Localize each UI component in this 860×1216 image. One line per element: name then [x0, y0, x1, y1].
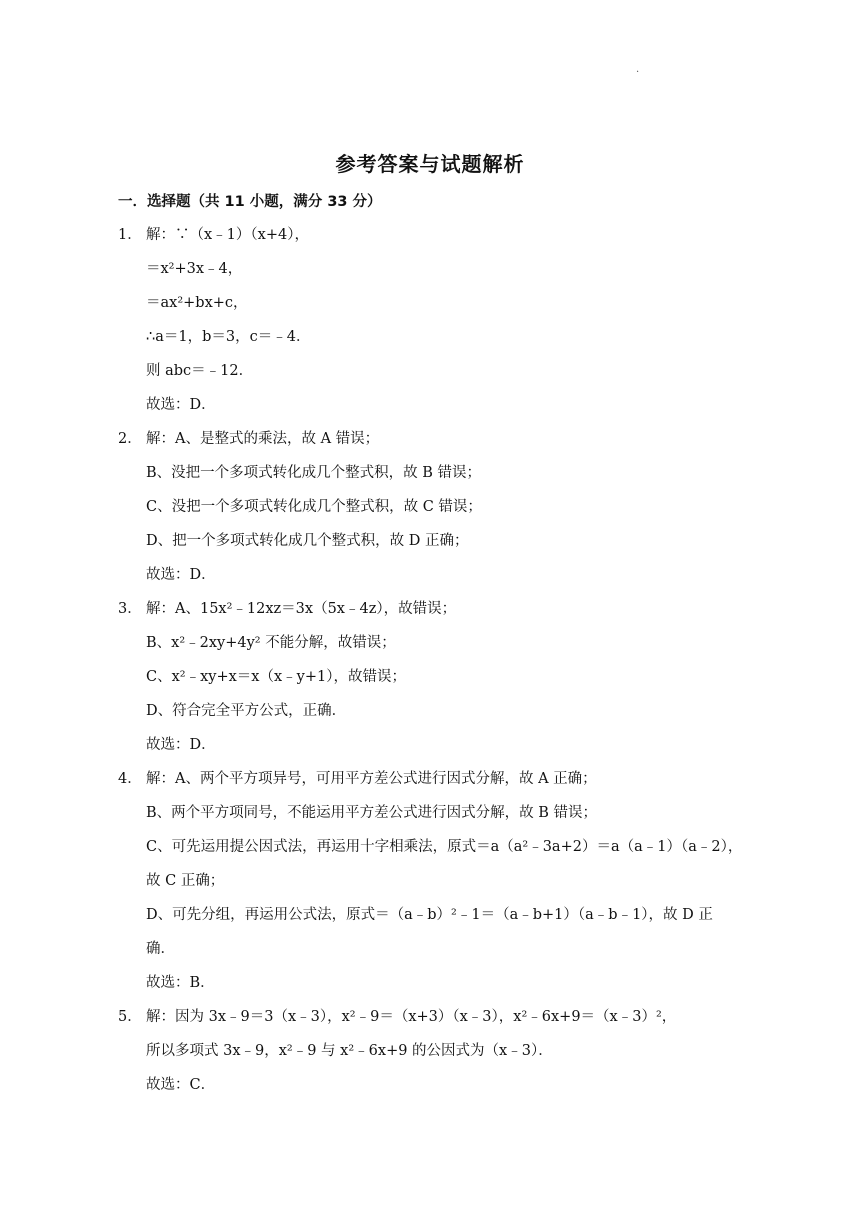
question-number: 3．: [118, 601, 142, 617]
solution-line: B、x²﹣2xy+4y² 不能分解，故错误；: [146, 635, 396, 651]
solution-line: B、没把一个多项式转化成几个整式积，故 B 错误；: [146, 465, 482, 481]
solution-line: ＝x²+3x﹣4，: [146, 261, 243, 277]
question-block: [118, 592, 748, 762]
solution-line: D、可先分组，再运用公式法，原式＝（a﹣b）²﹣1＝（a﹣b+1）（a﹣b﹣1），故 D 正: [146, 907, 713, 923]
solution-line: 4． 解：A、两个平方项异号，可用平方差公式进行因式分解，故 A 正确；: [118, 762, 748, 796]
solution-line: D、符合完全平方公式，正确．: [146, 703, 347, 719]
answer-choice-line: 故选：D．: [146, 397, 216, 413]
answer-body: [118, 218, 748, 1102]
header-marker: .: [636, 64, 640, 75]
question-block: [118, 1000, 748, 1102]
solution-line: 3． 解：A、15x²﹣12xz＝3x（5x﹣4z），故错误；: [118, 592, 748, 626]
section-heading: 一．选择题（共 11 小题，满分 33 分）: [118, 194, 382, 210]
solution-line: 2． 解：A、是整式的乘法，故 A 错误；: [118, 422, 748, 456]
solution-line: D、把一个多项式转化成几个整式积，故 D 正确；: [146, 533, 469, 549]
answer-choice-line: 故选：D．: [146, 737, 216, 753]
solution-line: C、可先运用提公因式法，再运用十字相乘法，原式＝a（a²﹣3a+2）＝a（a﹣1）（a﹣2），: [146, 839, 743, 855]
question-number: 2．: [118, 431, 142, 447]
solution-line: ∴a＝1，b＝3，c＝﹣4．: [146, 329, 311, 345]
question-number: 1．: [118, 227, 142, 243]
solution-line: B、两个平方项同号，不能运用平方差公式进行因式分解，故 B 错误；: [146, 805, 598, 821]
answer-choice-line: 故选：D．: [146, 567, 216, 583]
page-title: 参考答案与试题解析: [335, 152, 525, 176]
answer-choice-line: 故选：B．: [146, 975, 215, 991]
question-number: 4．: [118, 771, 142, 787]
question-block: [118, 218, 748, 422]
solution-line: 1． 解：∵（x﹣1）（x+4），: [118, 218, 748, 252]
question-number: 5．: [118, 1009, 142, 1025]
solution-line: 5． 解：因为 3x﹣9＝3（x﹣3），x²﹣9＝（x+3）（x﹣3），x²﹣6x+9＝（x﹣3）²，: [118, 1000, 748, 1034]
question-block: [118, 422, 748, 592]
solution-line: 则 abc＝﹣12．: [146, 363, 254, 379]
answer-choice-line: 故选：C．: [146, 1077, 216, 1093]
solution-line: ＝ax²+bx+c，: [146, 295, 248, 311]
question-block: [118, 762, 748, 1000]
solution-line: 所以多项式 3x﹣9，x²﹣9 与 x²﹣6x+9 的公因式为（x﹣3）．: [146, 1043, 553, 1059]
solution-line: 确．: [146, 941, 175, 957]
solution-line: C、没把一个多项式转化成几个整式积，故 C 错误；: [146, 499, 482, 515]
solution-line: C、x²﹣xy+x＝x（x﹣y+1），故错误；: [146, 669, 406, 685]
solution-line: 故 C 正确；: [146, 873, 225, 889]
